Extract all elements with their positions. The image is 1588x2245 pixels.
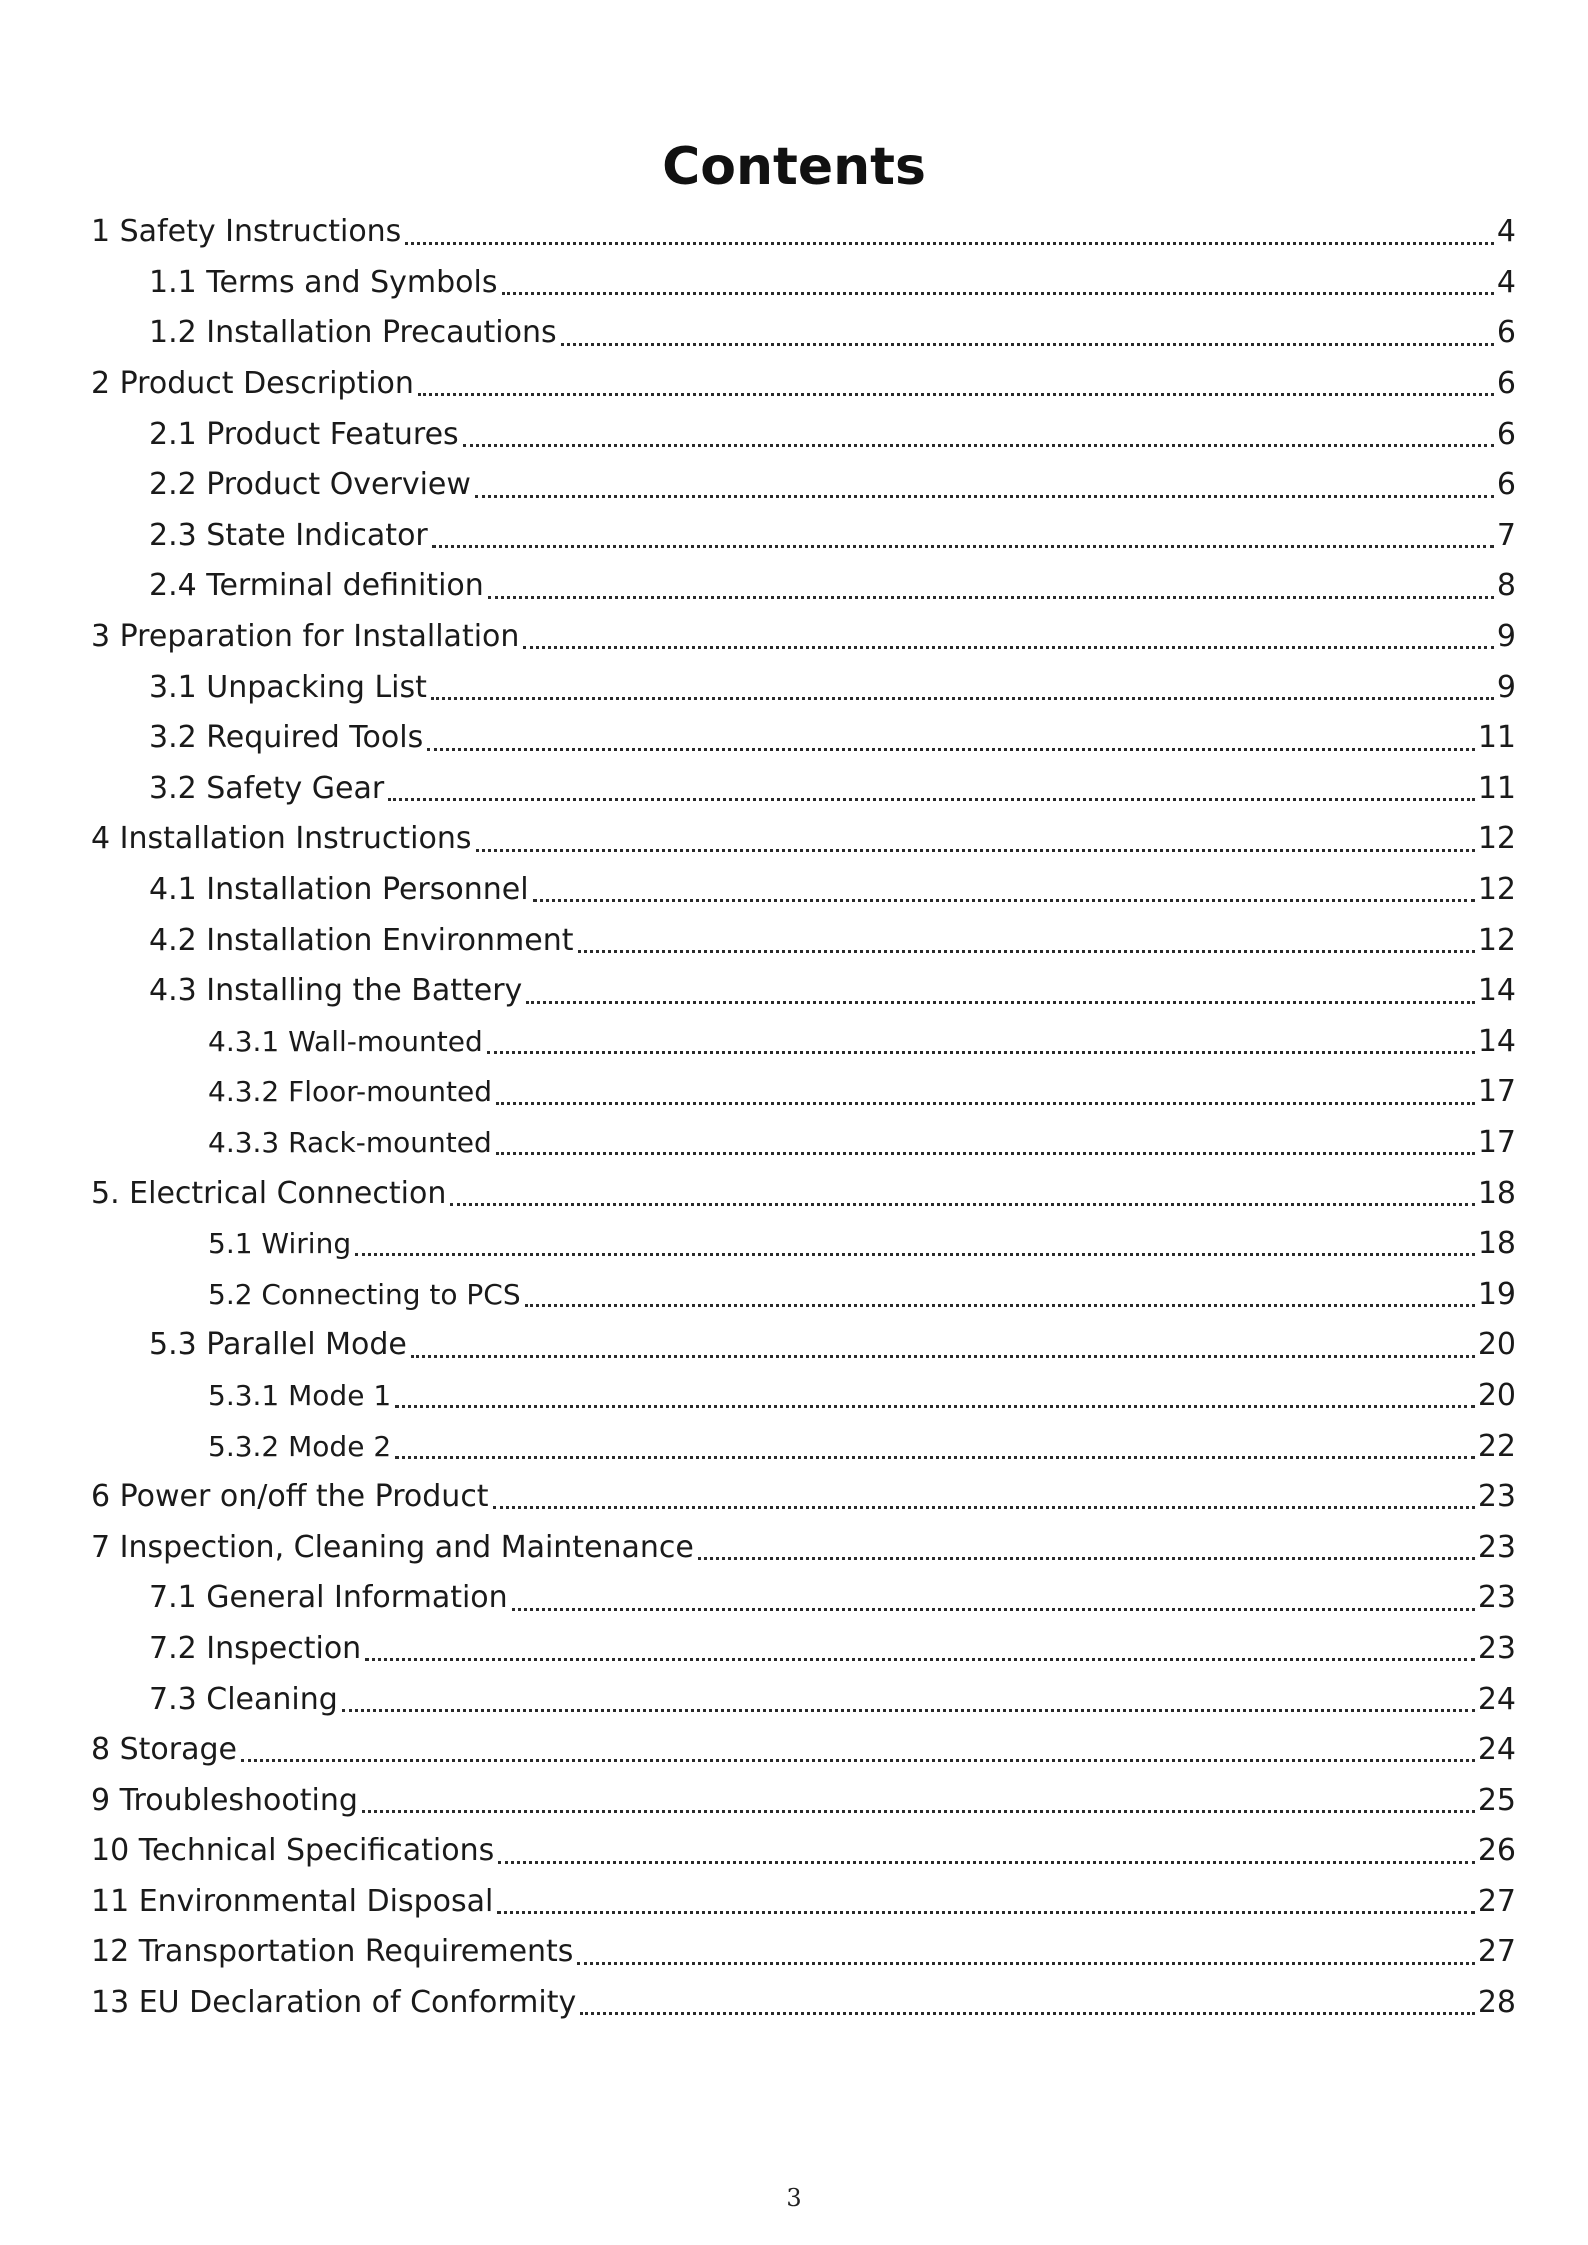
toc-entry[interactable]: [0, 915, 1588, 966]
dot-leader: [395, 1456, 1475, 1459]
toc-entry-page-number: 7: [1496, 517, 1516, 553]
toc-entry[interactable]: [0, 409, 1588, 460]
dot-leader: [362, 1810, 1475, 1813]
toc-entry-page-number: 23: [1477, 1630, 1516, 1666]
toc-entry-title: 11 Environmental Disposal: [91, 1883, 494, 1919]
toc-entry[interactable]: [0, 1118, 1588, 1169]
toc-entry-title: 7.3 Cleaning: [149, 1681, 338, 1717]
dot-leader: [342, 1709, 1475, 1712]
toc-entry-title: 4 Installation Instructions: [91, 821, 472, 857]
toc-entry[interactable]: [0, 1775, 1588, 1826]
toc-entry-page-number: 8: [1496, 568, 1516, 604]
toc-entry-title: 12 Transportation Requirements: [91, 1934, 574, 1970]
dot-leader: [561, 343, 1494, 346]
toc-entry-page-number: 17: [1477, 1074, 1516, 1110]
dot-leader: [388, 798, 1475, 801]
toc-entry[interactable]: [0, 1269, 1588, 1320]
toc-entry-title: 5. Electrical Connection: [91, 1175, 447, 1211]
dot-leader: [496, 1152, 1475, 1155]
toc-entry-page-number: 23: [1477, 1529, 1516, 1565]
toc-entry[interactable]: [0, 814, 1588, 865]
dot-leader: [698, 1557, 1475, 1560]
dot-leader: [577, 1962, 1474, 1965]
dot-leader: [512, 1608, 1475, 1611]
dot-leader: [411, 1355, 1475, 1358]
toc-entry[interactable]: [0, 561, 1588, 612]
toc-entry-title: 2.1 Product Features: [149, 416, 459, 452]
toc-entry-page-number: 20: [1477, 1327, 1516, 1363]
toc-entry-page-number: 12: [1477, 872, 1516, 908]
dot-leader: [475, 495, 1494, 498]
toc-entry-page-number: 27: [1477, 1883, 1516, 1919]
toc-entry-title: 2 Product Description: [91, 366, 414, 402]
dot-leader: [502, 292, 1494, 295]
toc-entry-page-number: 22: [1477, 1428, 1516, 1464]
dot-leader: [578, 950, 1475, 953]
toc-entry-page-number: 12: [1477, 922, 1516, 958]
toc-entry-page-number: 4: [1496, 264, 1516, 300]
dot-leader: [580, 2012, 1475, 2015]
toc-entry-title: 2.4 Terminal definition: [149, 568, 484, 604]
page-title: Contents: [662, 137, 926, 197]
toc-entry[interactable]: [0, 460, 1588, 511]
toc-entry-page-number: 18: [1477, 1226, 1516, 1262]
toc-entry-title: 2.2 Product Overview: [149, 467, 471, 503]
toc-entry-title: 7 Inspection, Cleaning and Maintenance: [91, 1529, 694, 1565]
toc-entry[interactable]: [0, 1522, 1588, 1573]
toc-entry[interactable]: [0, 1219, 1588, 1270]
toc-entry-page-number: 6: [1496, 315, 1516, 351]
toc-entry-title: 1 Safety Instructions: [91, 214, 402, 250]
toc-entry-title: 4.3 Installing the Battery: [149, 973, 523, 1009]
toc-entry-title: 7.2 Inspection: [149, 1630, 362, 1666]
toc-entry-title: 5.3.2 Mode 2: [208, 1429, 392, 1463]
toc-entry-title: 6 Power on/off the Product: [91, 1479, 489, 1515]
dot-leader: [355, 1253, 1475, 1256]
toc-entry-page-number: 26: [1477, 1833, 1516, 1869]
toc-entry-title: 5.2 Connecting to PCS: [208, 1277, 521, 1311]
dot-leader: [523, 646, 1493, 649]
toc-entry-page-number: 11: [1477, 770, 1516, 806]
dot-leader: [463, 444, 1494, 447]
page-number: 3: [786, 2184, 802, 2212]
toc-entry-page-number: 9: [1496, 619, 1516, 655]
toc-entry-title: 3.2 Required Tools: [149, 720, 424, 756]
toc-entry-title: 5.1 Wiring: [208, 1227, 352, 1261]
toc-entry-page-number: 20: [1477, 1377, 1516, 1413]
toc-entry[interactable]: [0, 1826, 1588, 1877]
toc-entry-title: 4.2 Installation Environment: [149, 922, 574, 958]
toc-entry[interactable]: [0, 1067, 1588, 1118]
table-of-contents: [0, 207, 1588, 2028]
toc-entry-title: 10 Technical Specifications: [91, 1833, 495, 1869]
dot-leader: [526, 1001, 1475, 1004]
toc-entry[interactable]: [0, 612, 1588, 663]
toc-entry-title: 1.1 Terms and Symbols: [149, 264, 498, 300]
toc-entry-title: 7.1 General Information: [149, 1580, 508, 1616]
dot-leader: [488, 596, 1494, 599]
toc-entry-page-number: 23: [1477, 1580, 1516, 1616]
dot-leader: [418, 393, 1494, 396]
toc-entry[interactable]: [0, 1877, 1588, 1928]
toc-entry-page-number: 18: [1477, 1175, 1516, 1211]
toc-entry[interactable]: [0, 511, 1588, 562]
toc-entry-title: 4.1 Installation Personnel: [149, 872, 529, 908]
toc-entry-page-number: 6: [1496, 366, 1516, 402]
toc-entry-title: 3 Preparation for Installation: [91, 619, 520, 655]
dot-leader: [525, 1304, 1475, 1307]
toc-entry[interactable]: [0, 966, 1588, 1017]
toc-entry-page-number: 25: [1477, 1782, 1516, 1818]
toc-entry[interactable]: [0, 1573, 1588, 1624]
toc-entry[interactable]: [0, 1624, 1588, 1675]
toc-entry[interactable]: [0, 308, 1588, 359]
toc-entry-title: 5.3.1 Mode 1: [208, 1378, 392, 1412]
toc-entry-page-number: 6: [1496, 467, 1516, 503]
toc-entry-page-number: 17: [1477, 1124, 1516, 1160]
toc-entry[interactable]: [0, 258, 1588, 309]
toc-entry[interactable]: [0, 1927, 1588, 1978]
dot-leader: [533, 899, 1475, 902]
toc-entry[interactable]: [0, 662, 1588, 713]
toc-entry-page-number: 12: [1477, 821, 1516, 857]
dot-leader: [476, 849, 1475, 852]
toc-entry-page-number: 4: [1496, 214, 1516, 250]
toc-entry[interactable]: [0, 1168, 1588, 1219]
toc-entry-title: 4.3.2 Floor-mounted: [208, 1075, 492, 1109]
toc-entry-page-number: 14: [1477, 973, 1516, 1009]
toc-entry-page-number: 28: [1477, 1985, 1516, 2021]
toc-entry[interactable]: [0, 713, 1588, 764]
toc-entry-page-number: 24: [1477, 1732, 1516, 1768]
toc-entry[interactable]: [0, 1421, 1588, 1472]
toc-entry[interactable]: [0, 1371, 1588, 1422]
toc-entry[interactable]: [0, 359, 1588, 410]
toc-entry-page-number: 27: [1477, 1934, 1516, 1970]
toc-entry-title: 2.3 State Indicator: [149, 517, 428, 553]
toc-entry-title: 3.2 Safety Gear: [149, 770, 385, 806]
toc-entry-page-number: 23: [1477, 1479, 1516, 1515]
toc-entry[interactable]: [0, 865, 1588, 916]
dot-leader: [427, 748, 1475, 751]
toc-entry-title: 4.3.3 Rack-mounted: [208, 1125, 492, 1159]
dot-leader: [432, 545, 1494, 548]
toc-entry[interactable]: [0, 1472, 1588, 1523]
dot-leader: [365, 1658, 1475, 1661]
toc-entry-page-number: 14: [1477, 1023, 1516, 1059]
toc-entry-title: 13 EU Declaration of Conformity: [91, 1985, 577, 2021]
toc-entry[interactable]: [0, 1978, 1588, 2029]
dot-leader: [493, 1506, 1475, 1509]
toc-entry[interactable]: [0, 764, 1588, 815]
dot-leader: [497, 1911, 1474, 1914]
dot-leader: [241, 1759, 1475, 1762]
dot-leader: [487, 1051, 1475, 1054]
toc-entry[interactable]: [0, 1320, 1588, 1371]
toc-entry-page-number: 11: [1477, 720, 1516, 756]
toc-entry-title: 3.1 Unpacking List: [149, 669, 427, 705]
toc-entry-page-number: 19: [1477, 1276, 1516, 1312]
toc-entry-title: 9 Troubleshooting: [91, 1782, 358, 1818]
toc-entry-page-number: 6: [1496, 416, 1516, 452]
toc-entry-page-number: 9: [1496, 669, 1516, 705]
toc-entry-title: 8 Storage: [91, 1732, 238, 1768]
dot-leader: [450, 1203, 1474, 1206]
toc-entry-title: 1.2 Installation Precautions: [149, 315, 557, 351]
toc-entry[interactable]: [0, 1725, 1588, 1776]
dot-leader: [496, 1102, 1475, 1105]
dot-leader: [395, 1405, 1475, 1408]
toc-entry-title: 5.3 Parallel Mode: [149, 1327, 407, 1363]
toc-entry[interactable]: [0, 1674, 1588, 1725]
dot-leader: [498, 1861, 1475, 1864]
toc-entry-title: 4.3.1 Wall-mounted: [208, 1024, 483, 1058]
toc-entry[interactable]: [0, 1017, 1588, 1068]
toc-entry[interactable]: [0, 207, 1588, 258]
toc-entry-page-number: 24: [1477, 1681, 1516, 1717]
dot-leader: [431, 697, 1494, 700]
dot-leader: [405, 242, 1494, 245]
